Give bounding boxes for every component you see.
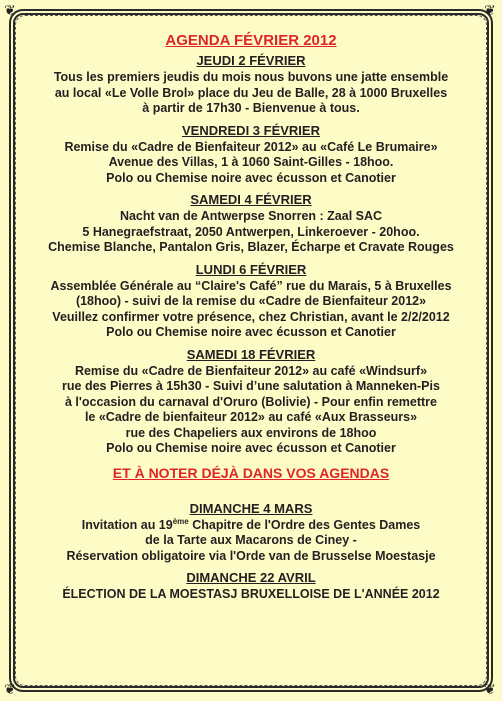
event-line: le «Cadre de bienfaiteur 2012» au café «Aux Brasseurs»: [84, 410, 418, 424]
event-list: [26, 53, 476, 457]
corner-ornament-icon: ❦: [484, 682, 496, 698]
corner-ornament-icon: ❦: [484, 3, 496, 19]
event-block: [26, 192, 476, 256]
invitation-text: Chapitre de l'Ordre des Gentes Dames: [188, 517, 421, 532]
event-line: Veuillez confirmer votre présence, chez Christian, avant le 2/2/2012: [52, 309, 450, 324]
event-date: DIMANCHE 22 AVRIL: [186, 570, 316, 585]
event-line: rue des Chapeliers aux environs de 18hoo: [125, 425, 377, 440]
event-line: 5 Hanegraefstraat, 2050 Antwerpen, Linkeroever - 20hoo.: [82, 224, 420, 239]
invitation-text: Invitation au 19: [81, 517, 173, 532]
event-line: Nacht van de Antwerpse Snorren : Zaal SAC: [119, 209, 383, 223]
event-line: [26, 518, 476, 534]
event-date: SAMEDI 18 FÉVRIER: [186, 346, 316, 362]
event-line: à l'occasion du carnaval d'Oruro (Bolivie) - Pour enfin remettre: [64, 394, 437, 409]
event-line: Polo ou Chemise noire avec écusson et Canotier: [106, 325, 396, 339]
event-date: VENDREDI 3 FÉVRIER: [182, 122, 320, 138]
event-line: au local «Le Volle Brol» place du Jeu de Balle, 28 à 1000 Bruxelles: [54, 85, 448, 100]
event-line: Réservation obligatoire via l'Orde van de Brusselse Moestasje: [66, 548, 436, 563]
event-line: Remise du «Cadre de Bienfaiteur 2012» au «Café Le Brumaire»: [64, 139, 438, 154]
event-line: Polo ou Chemise noire avec écusson et Canotier: [106, 441, 396, 455]
event-line: Tous les premiers jeudis du mois nous buvons une jatte ensemble: [53, 70, 449, 84]
event-line: rue des Pierres à 15h30 - Suivi d’une salutation à Manneken-Pis: [62, 379, 440, 393]
event-date: LUNDI 6 FÉVRIER: [195, 261, 307, 277]
ordinal-suffix: ème: [172, 516, 189, 526]
event-date: SAMEDI 4 FÉVRIER: [190, 192, 312, 207]
page-title: AGENDA FÉVRIER 2012: [165, 32, 337, 49]
corner-ornament-icon: ❦: [4, 682, 16, 698]
event-block: [26, 53, 476, 117]
event-line: (18hoo) - suivi de la remise du «Cadre de Bienfaiteur 2012»: [75, 294, 427, 308]
event-line: Chemise Blanche, Pantalon Gris, Blazer, Écharpe et Cravate Rouges: [48, 240, 454, 254]
agenda-content: [26, 32, 476, 609]
event-block: [26, 123, 476, 187]
event-line: Remise du «Cadre de Bienfaiteur 2012» au café «Windsurf»: [74, 363, 428, 378]
event-line: ÉLECTION DE LA MOESTASJ BRUXELLOISE DE L'ANNÉE 2012: [62, 587, 440, 601]
event-block: [26, 262, 476, 341]
event-date: DIMANCHE 4 MARS: [189, 500, 313, 516]
event-date: JEUDI 2 FÉVRIER: [196, 53, 306, 68]
event-line: Polo ou Chemise noire avec écusson et Canotier: [106, 170, 396, 185]
section-title: ET À NOTER DÉJÀ DANS VOS AGENDAS: [112, 464, 390, 481]
event-line: de la Tarte aux Macarons de Ciney -: [145, 533, 357, 547]
event-line: Assemblée Générale au “Claire's Café” rue du Marais, 5 à Bruxelles: [50, 278, 452, 293]
event-block: [26, 570, 476, 603]
corner-ornament-icon: ❦: [4, 3, 16, 19]
event-line: à partir de 17h30 - Bienvenue à tous.: [142, 101, 360, 115]
event-line: Avenue des Villas, 1 à 1060 Saint-Gilles - 18hoo.: [108, 155, 394, 169]
event-block: [26, 347, 476, 457]
event-block: [26, 501, 476, 565]
